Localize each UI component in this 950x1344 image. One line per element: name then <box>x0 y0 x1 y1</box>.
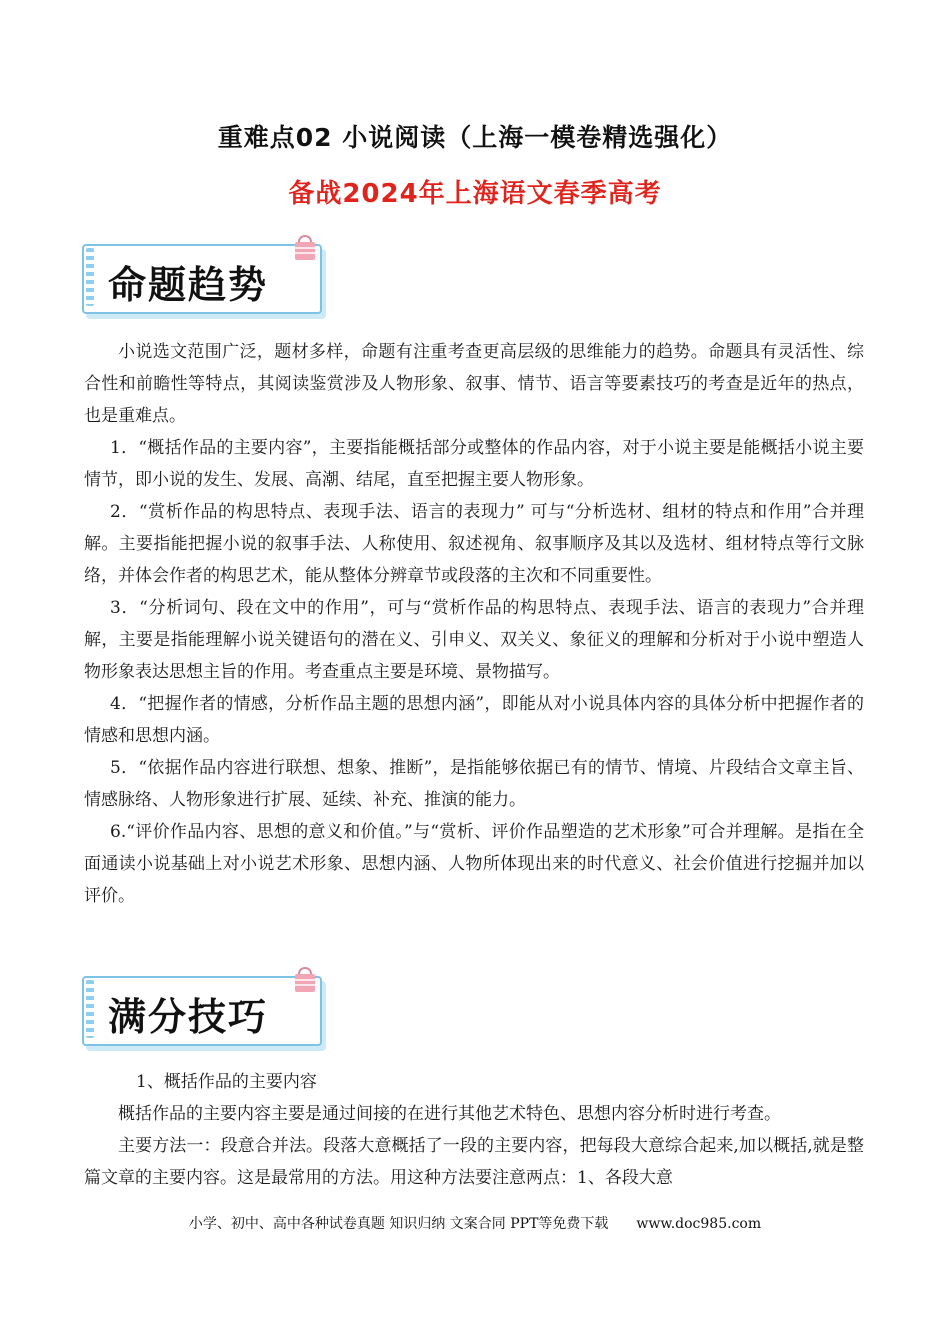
page-footer <box>0 1213 950 1233</box>
banner-label: 满分技巧 <box>108 995 269 1039</box>
section-banner-trend <box>82 232 326 314</box>
page-subtitle: 备战2024年上海语文春季高考 <box>288 179 662 209</box>
section1-body <box>84 336 864 912</box>
paragraph-point-3: 3．“分析词句、段在文中的作用”，可与“赏析作品的构思特点、表现手法、语言的表现力”合并理解，主要是指能理解小说关键语句的潜在义、引申义、双关义、象征义的理解和分析对于小说中塑造人物形象表达思想主旨的作用。考查重点主要是环境、景物描写。 <box>84 598 864 682</box>
banner-label: 命题趋势 <box>108 263 269 307</box>
banner-stripe <box>86 248 94 306</box>
paragraph-point-4: 4．“把握作者的情感，分析作品主题的思想内涵”，即能从对小说具体内容的具体分析中把握作者的情感和思想内涵。 <box>84 694 864 746</box>
section-banner-skills <box>82 964 326 1046</box>
paragraph-point-1: 1．“概括作品的主要内容”，主要指能概括部分或整体的作品内容，对于小说主要是能概括小说主要情节，即小说的发生、发展、高潮、结尾，直至把握主要人物形象。 <box>84 438 864 490</box>
footer-text: 小学、初中、高中各种试卷真题 知识归纳 文案合同 PPT等免费下载 <box>188 1216 609 1232</box>
footer-url-link[interactable]: www.doc985.com <box>636 1216 762 1232</box>
paragraph-intro: 小说选文范围广泛，题材多样，命题有注重考查更高层级的思维能力的趋势。命题具有灵活性、综合性和前瞻性等特点，其阅读鉴赏涉及人物形象、叙事、情节、语言等要素技巧的考查是近年的热点，也是重难点。 <box>84 342 864 426</box>
paragraph-method-1: 主要方法一：段意合并法。段落大意概括了一段的主要内容，把每段大意综合起来,加以概括,就是整篇文章的主要内容。这是最常用的方法。用这种方法要注意两点：1、各段大意 <box>84 1136 864 1188</box>
binder-clip-icon <box>292 232 318 262</box>
paragraph-method-intro: 概括作品的主要内容主要是通过间接的在进行其他艺术特色、思想内容分析时进行考查。 <box>118 1104 781 1124</box>
binder-clip-icon <box>292 964 318 994</box>
paragraph-point-5: 5．“依据作品内容进行联想、想象、推断”，是指能够依据已有的情节、情境、片段结合文章主旨、情感脉络、人物形象进行扩展、延续、补充、推演的能力。 <box>84 758 864 810</box>
page-title: 重难点02 小说阅读（上海一模卷精选强化） <box>217 123 733 152</box>
paragraph-point-2: 2．“赏析作品的构思特点、表现手法、语言的表现力” 可与“分析选材、组材的特点和作用”合并理解。主要指能把握小说的叙事手法、人称使用、叙述视角、叙事顺序及其以及选材、组材特点等行文脉络，并体会作者的构思艺术，能从整体分辨章节或段落的主次和不同重要性。 <box>84 502 864 586</box>
section2-body <box>84 1066 864 1194</box>
item-heading: 1、概括作品的主要内容 <box>136 1072 317 1092</box>
banner-stripe <box>86 980 94 1038</box>
paragraph-point-6: 6.“评价作品内容、思想的意义和价值。”与“赏析、评价作品塑造的艺术形象”可合并理解。是指在全面通读小说基础上对小说艺术形象、思想内涵、人物所体现出来的时代意义、社会价值进行挖掘并加以评价。 <box>84 822 864 906</box>
